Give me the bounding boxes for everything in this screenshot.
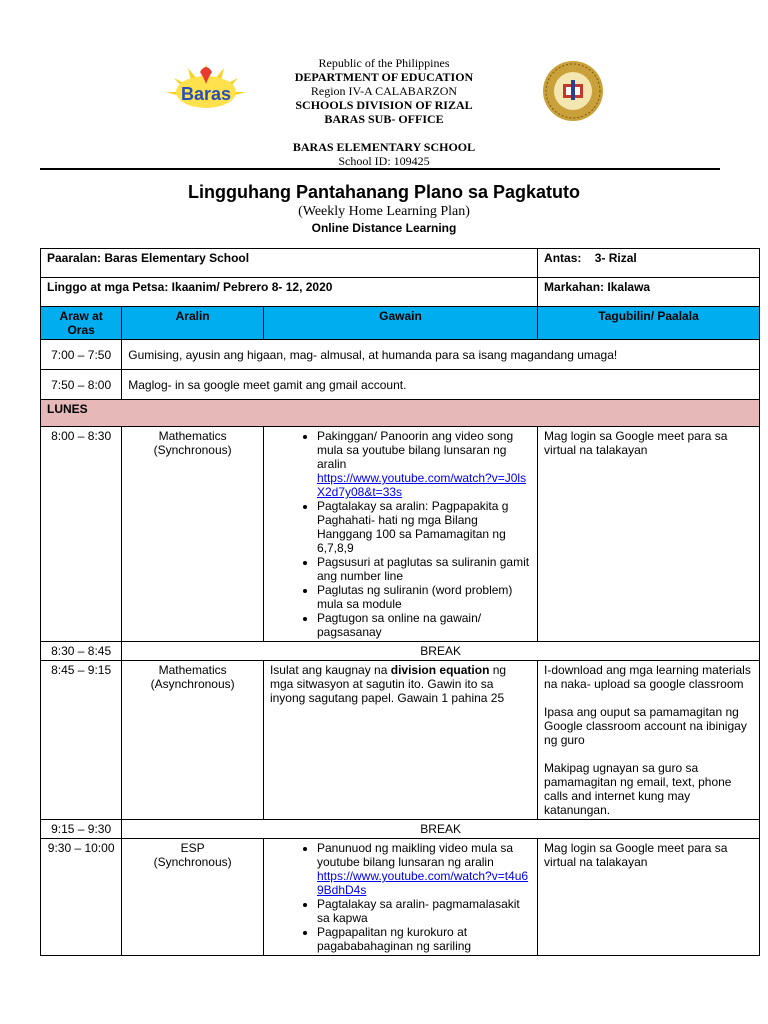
info-row-week — [41, 278, 760, 307]
time-cell: 8:30 – 8:45 — [41, 642, 122, 661]
subject-mode: (Synchronous) — [153, 855, 232, 869]
note-cell — [538, 661, 760, 820]
division-line: SCHOOLS DIVISION OF RIZAL — [295, 98, 473, 112]
note-paragraph: I-download ang mga learning materials na naka- upload sa google classroom — [544, 663, 751, 691]
info-row-school — [41, 249, 760, 278]
list-item-text: Panunuod ng maikling video mula sa youtube bilang lunsaran ng aralin — [316, 841, 514, 869]
youtube-link[interactable]: https://www.youtube.com/watch?v=J0lsX2d7y08&t=33s — [316, 471, 527, 499]
gawain-text-bold: division equation — [390, 663, 490, 677]
day-row-lunes — [41, 400, 760, 427]
col-header-gawain: Gawain — [263, 307, 537, 340]
table-row — [41, 820, 760, 839]
break-cell: BREAK — [122, 642, 760, 661]
activity-cell: Gumising, ayusin ang higaan, mag- almusal, at humanda para sa isang magandang umaga! — [122, 340, 760, 370]
activity-list — [270, 429, 531, 639]
time-cell: 7:00 – 7:50 — [41, 340, 122, 370]
list-item: • Pagsusuri at paglutas sa suliranin gamit ang number line — [317, 555, 531, 583]
activity-list — [270, 841, 531, 953]
school-id: School ID: 109425 — [338, 154, 430, 168]
gawain-cell — [263, 661, 537, 820]
subject-cell — [122, 839, 264, 956]
note-cell: Mag login sa Google meet para sa virtual na talakayan — [538, 427, 760, 642]
youtube-link[interactable]: https://www.youtube.com/watch?v=t4u69BdhD4s — [316, 869, 529, 897]
col-header-araw: Araw at Oras — [41, 307, 122, 340]
col-header-tagubilin: Tagubilin/ Paalala — [538, 307, 760, 340]
gawain-text-a: Isulat ang kaugnay na — [269, 663, 391, 677]
subject-mode: (Asynchronous) — [150, 677, 235, 691]
table-row — [41, 427, 760, 642]
list-item — [317, 429, 531, 499]
break-cell: BREAK — [122, 820, 760, 839]
mode-label: Online Distance Learning — [311, 221, 457, 235]
list-item: • Paglutas ng suliranin (word problem) mula sa module — [317, 583, 531, 611]
school-name: BARAS ELEMENTARY SCHOOL — [292, 140, 476, 154]
header-divider — [40, 168, 720, 170]
table-row — [41, 370, 760, 400]
page-title: Lingguhang Pantahanang Plano sa Pagkatuto — [187, 182, 581, 202]
gawain-cell — [263, 839, 537, 956]
table-row — [41, 340, 760, 370]
school-seal — [542, 60, 604, 122]
antas-cell: Antas: 3- Rizal — [538, 249, 760, 278]
republic-line: Republic of the Philippines — [318, 56, 450, 70]
time-cell: 9:15 – 9:30 — [41, 820, 122, 839]
subject-name: Mathematics — [158, 429, 227, 443]
subject-cell — [122, 661, 264, 820]
subject-name: ESP — [180, 841, 205, 855]
paaralan-cell: Paaralan: Baras Elementary School — [41, 249, 538, 278]
time-cell: 8:00 – 8:30 — [41, 427, 122, 642]
time-cell: 9:30 – 10:00 — [41, 839, 122, 956]
learning-plan-table — [40, 248, 760, 956]
table-row — [41, 642, 760, 661]
col-header-aralin: Aralin — [122, 307, 264, 340]
time-cell: 7:50 – 8:00 — [41, 370, 122, 400]
activity-cell: Maglog- in sa google meet gamit ang gmail account. — [122, 370, 760, 400]
table-header-row — [41, 307, 760, 340]
gawain-cell — [263, 427, 537, 642]
list-item: • Pagpapalitan ng kurokuro at pagababahaginan ng sariling — [317, 925, 531, 953]
list-item-text: Pakinggan/ Panoorin ang video song mula sa youtube bilang lunsaran ng aralin — [316, 429, 514, 471]
gawain-text-b: ng mga sitwasyon at sagutin ito. Gawin ito sa inyong sagutang papel. Gawain 1 pahina 25 — [269, 663, 507, 705]
list-item: • Pagtalakay sa aralin: Pagpapakita g Paghahati- hati ng mga Bilang Hanggang 100 sa Pamamagitan ng 6,7,8,9 — [317, 499, 531, 555]
note-paragraph: Ipasa ang ouput sa pamamagitan ng Google classroom account na ibinigay ng guro — [544, 705, 747, 747]
subject-mode: (Synchronous) — [153, 443, 232, 457]
note-paragraph: Makipag ugnayan sa guro sa pamamagitan ng email, text, phone calls and internet kung may katanungan. — [544, 761, 732, 817]
list-item: • Pagtalakay sa aralin- pagmamalasakit sa kapwa — [317, 897, 531, 925]
svg-text:Baras: Baras — [180, 84, 232, 104]
region-line: Region IV-A CALABARZON — [310, 84, 458, 98]
subject-name: Mathematics — [158, 663, 227, 677]
note-cell: Mag login sa Google meet para sa virtual na talakayan — [538, 839, 760, 956]
table-row — [41, 661, 760, 820]
table-row — [41, 839, 760, 956]
sub-office-line: BARAS SUB- OFFICE — [324, 112, 444, 126]
page-subtitle: (Weekly Home Learning Plan) — [298, 204, 470, 219]
day-label: LUNES — [41, 400, 760, 427]
markahan-cell: Markahan: Ikalawa — [538, 278, 760, 307]
linggo-cell: Linggo at mga Petsa: Ikaanim/ Pebrero 8- 12, 2020 — [41, 278, 538, 307]
time-cell: 8:45 – 9:15 — [41, 661, 122, 820]
department-line: DEPARTMENT OF EDUCATION — [294, 70, 474, 84]
subject-cell — [122, 427, 264, 642]
list-item — [317, 841, 531, 897]
list-item: • Pagtugon sa online na gawain/ pagsasanay — [317, 611, 531, 639]
